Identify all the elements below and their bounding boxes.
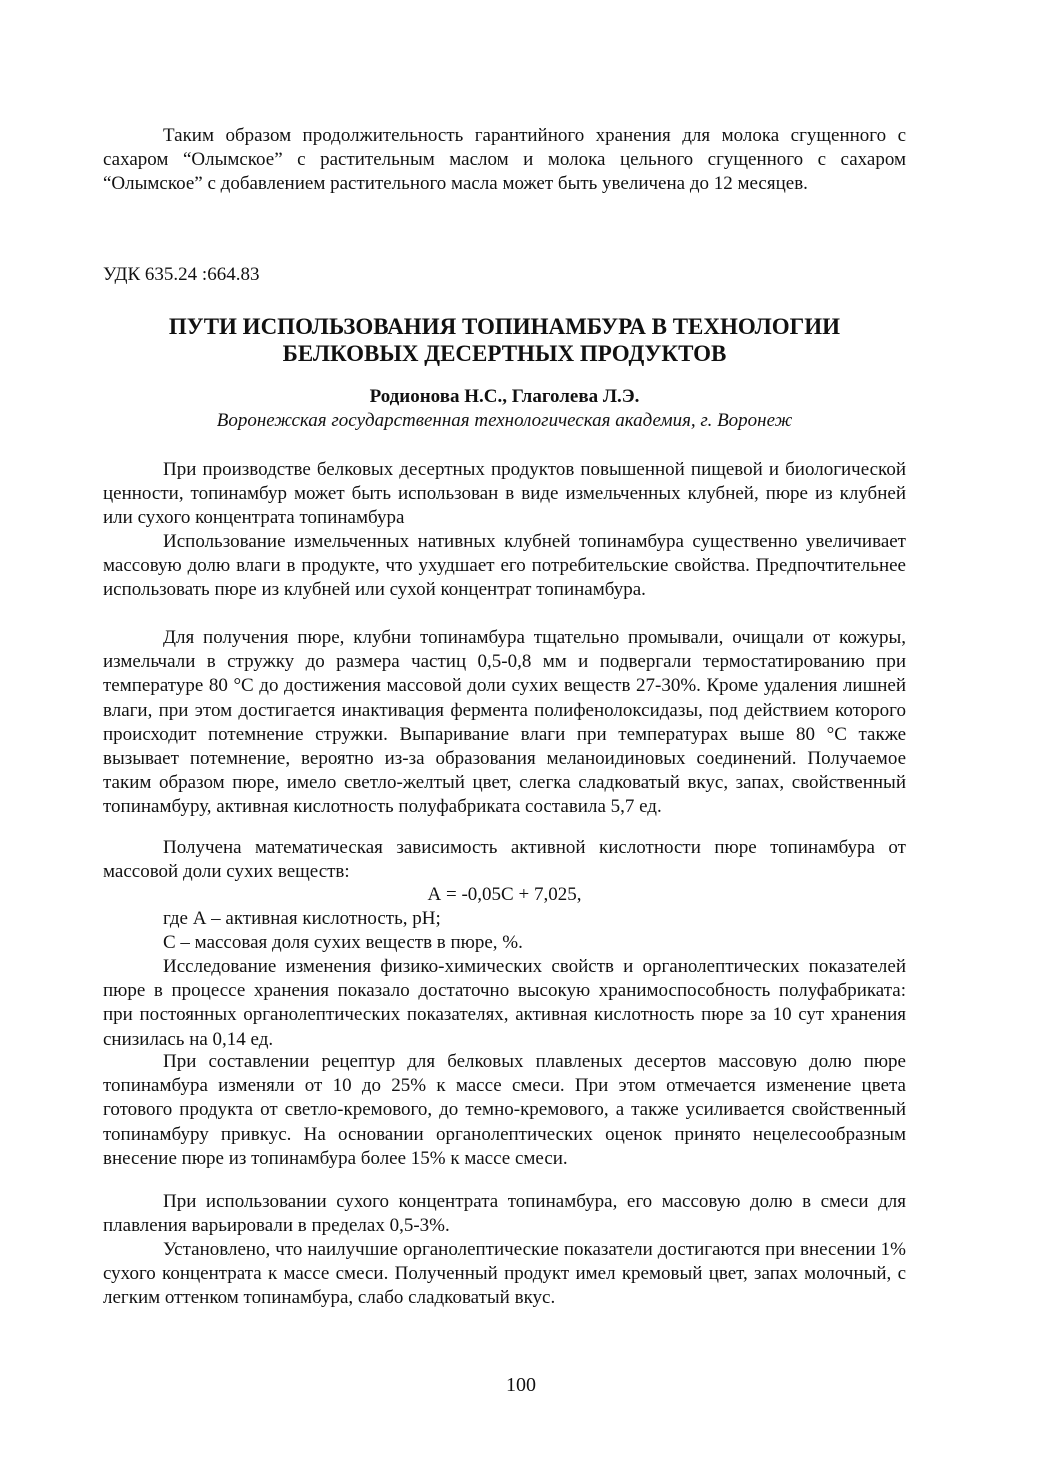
paragraph-8: Установлено, что наилучшие органолептические показатели достигаются при внесении 1% сухого концентрата к массе смеси. Полученный продукт имел кремовый цвет, запах молочный, с легким оттенком топинамбура, слабо сладковатый вкус. — [103, 1239, 906, 1309]
authors: Родионова Н.С., Глаголева Л.Э. — [369, 386, 640, 407]
page-number: 100 — [506, 1374, 536, 1396]
paragraph-1: При производстве белковых десертных продуктов повышенной пищевой и биологической ценности, топинамбур может быть использован в виде измельченных клубней, пюре из клубней или сухого концентрата топинамбура — [103, 459, 906, 529]
paragraph-5: Исследование изменения физико-химических свойств и органолептических показателей пюре в процессе хранения показало достаточно высокую хранимоспособность полуфабриката: при постоянных органолептических показателях, активная кислотность пюре за 10 сут хранения снизилась на 0,14 ед. — [103, 956, 906, 1050]
where-line-2: С – массовая доля сухих веществ в пюре, %. — [163, 932, 523, 953]
paragraph-6: При составлении рецептур для белковых плавленых десертов массовую долю пюре топинамбура изменяли от 10 до 25% к массе смеси. При этом отмечается изменение цвета готового продукта от светло-кремового, до темно-кремового, а также усиливается свойственный топинамбуру привкус. На основании органолептических оценок принято нецелесообразным внесение пюре из топинамбура более 15% к массе смеси. — [103, 1051, 906, 1169]
paragraph-4: Получена математическая зависимость активной кислотности пюре топинамбура от массовой доли сухих веществ: — [103, 837, 906, 883]
article-title — [103, 313, 906, 367]
title-line-1: ПУТИ ИСПОЛЬЗОВАНИЯ ТОПИНАМБУРА В ТЕХНОЛОГИИ — [168, 314, 841, 339]
intro-paragraph: Таким образом продолжительность гарантийного хранения для молока сгущенного с сахаром “Олымское” с растительным маслом и молока цельного сгущенного с сахаром “Олымское” с добавлением растительного масла может быть увеличена до 12 месяцев. — [103, 125, 906, 195]
affiliation: Воронежская государственная технологическая академия, г. Воронеж — [216, 410, 793, 431]
udk-code: УДК 635.24 :664.83 — [103, 264, 260, 285]
title-line-2: БЕЛКОВЫХ ДЕСЕРТНЫХ ПРОДУКТОВ — [282, 341, 727, 366]
formula: А = -0,05С + 7,025, — [427, 884, 582, 905]
paragraph-3: Для получения пюре, клубни топинамбура тщательно промывали, очищали от кожуры, измельчали в стружку до размера частиц 0,5-0,8 мм и подвергали термостатированию при температуре 80 °С до достижения массовой доли сухих веществ 27-30%. Кроме удаления лишней влаги, при этом достигается инактивация фермента полифенолоксидазы, под действием которого происходит потемнение стружки. Выпаривание влаги при температурах выше 80 °С также вызывает потемнение, вероятно из-за образования меланоидиновых соединений. Получаемое таким образом пюре, имело светло-желтый цвет, слегка сладковатый вкус, запах, свойственный топинамбуру, активная кислотность полуфабриката составила 5,7 ед. — [103, 627, 906, 818]
paragraph-7: При использовании сухого концентрата топинамбура, его массовую долю в смеси для плавления варьировали в пределах 0,5-3%. — [103, 1191, 906, 1237]
where-line-1: где А – активная кислотность, рН; — [163, 908, 441, 929]
paragraph-2: Использование измельченных нативных клубней топинамбура существенно увеличивает массовую долю влаги в продукте, что ухудшает его потребительские свойства. Предпочтительнее использовать пюре из клубней или сухой концентрат топинамбура. — [103, 531, 906, 601]
